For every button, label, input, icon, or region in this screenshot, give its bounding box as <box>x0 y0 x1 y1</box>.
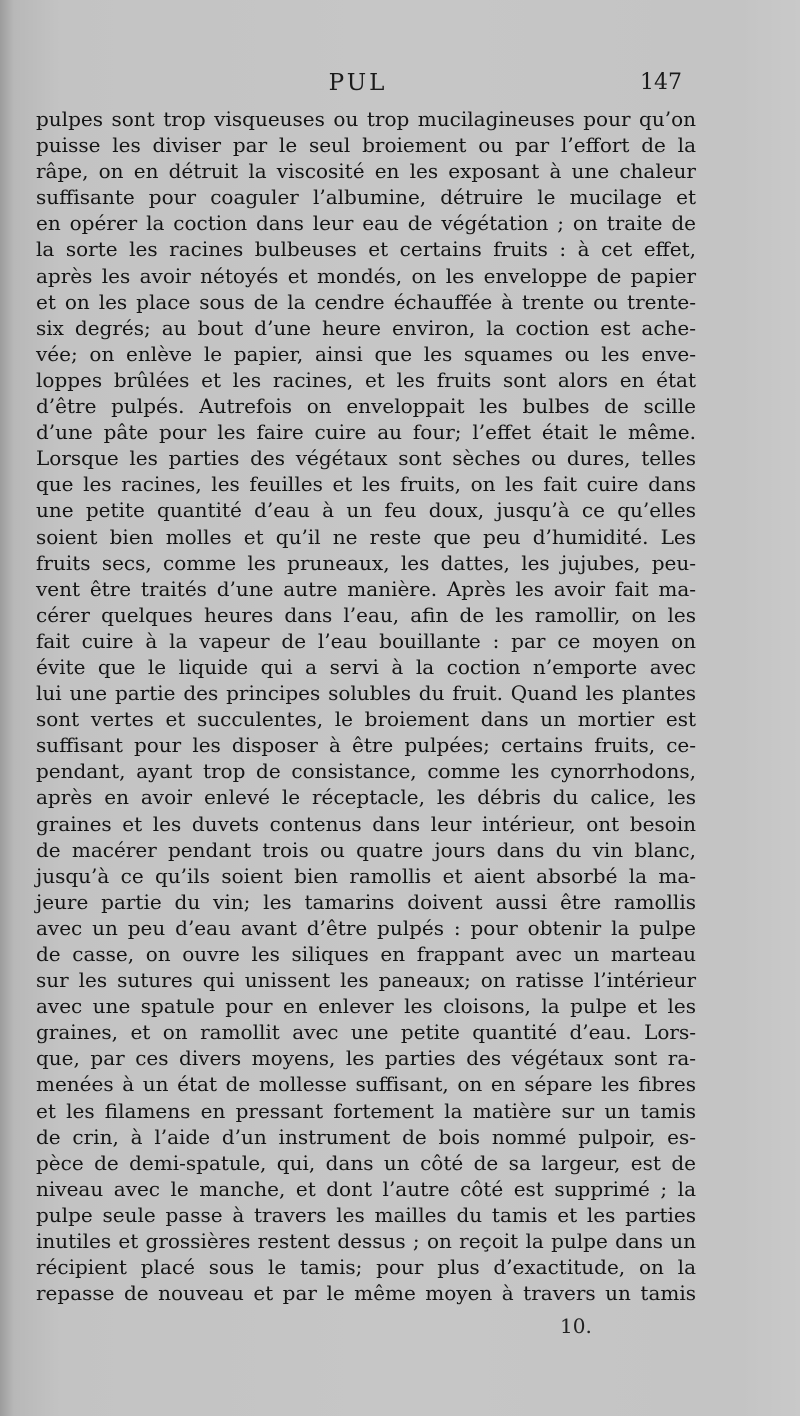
text-line: pulpe seule passe à travers les mailles du tamis et les parties <box>36 1202 696 1227</box>
text-line: sur les sutures qui unissent les paneaux; on ratisse l’intérieur <box>36 968 696 993</box>
text-line: suffisant pour les disposer à être pulpées; certains fruits, ce- <box>36 733 696 758</box>
text-line: et on les place sous de la cendre échauffée à trente ou trente- <box>36 289 696 314</box>
text-line: pulpes sont trop visqueuses ou trop mucilagineuses pour qu’on <box>36 107 696 131</box>
text-line: que les racines, les feuilles et les fruits, on les fait cuire dans <box>36 472 696 497</box>
text-line: puisse les diviser par le seul broiement ou par l’effort de la <box>36 133 696 158</box>
text-line: jeure partie du vin; les tamarins doivent aussi être ramollis <box>36 889 696 914</box>
text-line: après en avoir enlevé le réceptacle, les débris du calice, les <box>36 785 696 810</box>
signature-mark: 10. <box>560 1314 592 1338</box>
text-line: suffisante pour coaguler l’albumine, détruire le mucilage et <box>36 185 696 210</box>
text-line: d’être pulpés. Autrefois on enveloppait les bulbes de scille <box>36 394 696 419</box>
text-line: évite que le liquide qui a servi à la coction n’emporte avec <box>36 654 696 679</box>
text-line: inutiles et grossières restent dessus ; on reçoit la pulpe dans un <box>36 1229 696 1254</box>
text-line: lui une partie des principes solubles du fruit. Quand les plantes <box>36 681 696 706</box>
text-line: la sorte les racines bulbeuses et certains fruits : à cet effet, <box>36 237 696 262</box>
text-line: après les avoir nétoyés et mondés, on les enveloppe de papier <box>36 263 696 288</box>
text-line: pèce de demi-spatule, qui, dans un côté de sa largeur, est de <box>36 1150 696 1175</box>
text-line: fait cuire à la vapeur de l’eau bouillante : par ce moyen on <box>36 628 696 653</box>
text-line: avec une spatule pour en enlever les cloisons, la pulpe et les <box>36 994 696 1019</box>
text-line: pendant, ayant trop de consistance, comme les cynorrhodons, <box>36 759 696 784</box>
running-head: PUL <box>328 70 388 96</box>
text-line: sont vertes et succulentes, le broiement dans un mortier est <box>36 707 696 732</box>
text-line: d’une pâte pour les faire cuire au four; l’effet était le même. <box>36 420 696 445</box>
text-line: jusqu’à ce qu’ils soient bien ramollis et aient absorbé la ma- <box>36 863 696 888</box>
text-line: vent être traités d’une autre manière. Après les avoir fait ma- <box>36 576 696 601</box>
text-line: Lorsque les parties des végétaux sont sèches ou dures, telles <box>36 446 696 471</box>
text-line: râpe, on en détruit la viscosité en les exposant à une chaleur <box>36 159 696 184</box>
text-line: une petite quantité d’eau à un feu doux, jusqu’à ce qu’elles <box>36 498 696 523</box>
text-line: avec un peu d’eau avant d’être pulpés : pour obtenir la pulpe <box>36 915 696 940</box>
page-header <box>0 70 800 104</box>
text-line: de macérer pendant trois ou quatre jours dans du vin blanc, <box>36 837 696 862</box>
page-number: 147 <box>640 70 682 95</box>
text-line: et les filamens en pressant fortement la matière sur un tamis <box>36 1098 696 1123</box>
text-line: vée; on enlève le papier, ainsi que les squames ou les enve- <box>36 341 696 366</box>
text-line: repasse de nouveau et par le même moyen à travers un tamis <box>36 1281 696 1306</box>
text-line: récipient placé sous le tamis; pour plus d’exactitude, on la <box>36 1255 696 1280</box>
text-line: en opérer la coction dans leur eau de végétation ; on traite de <box>36 211 696 236</box>
text-line: de casse, on ouvre les siliques en frappant avec un marteau <box>36 942 696 966</box>
text-line: loppes brûlées et les racines, et les fruits sont alors en état <box>36 367 696 392</box>
text-line: fruits secs, comme les pruneaux, les dattes, les jujubes, peu- <box>36 550 696 575</box>
text-line: graines et les duvets contenus dans leur intérieur, ont besoin <box>36 811 696 836</box>
text-line: menées à un état de mollesse suffisant, on en sépare les fibres <box>36 1072 696 1097</box>
text-line: niveau avec le manche, et dont l’autre côté est supprimé ; la <box>36 1176 696 1201</box>
body-text <box>36 106 696 1306</box>
text-line: que, par ces divers moyens, les parties des végétaux sont ra- <box>36 1046 696 1071</box>
text-line: cérer quelques heures dans l’eau, afin de les ramollir, on les <box>36 602 696 627</box>
text-line: six degrés; au bout d’une heure environ, la coction est ache- <box>36 315 696 340</box>
text-line: graines, et on ramollit avec une petite quantité d’eau. Lors- <box>36 1020 696 1045</box>
text-line: de crin, à l’aide d’un instrument de bois nommé pulpoir, es- <box>36 1124 696 1149</box>
text-line: soient bien molles et qu’il ne reste que peu d’humidité. Les <box>36 524 696 549</box>
